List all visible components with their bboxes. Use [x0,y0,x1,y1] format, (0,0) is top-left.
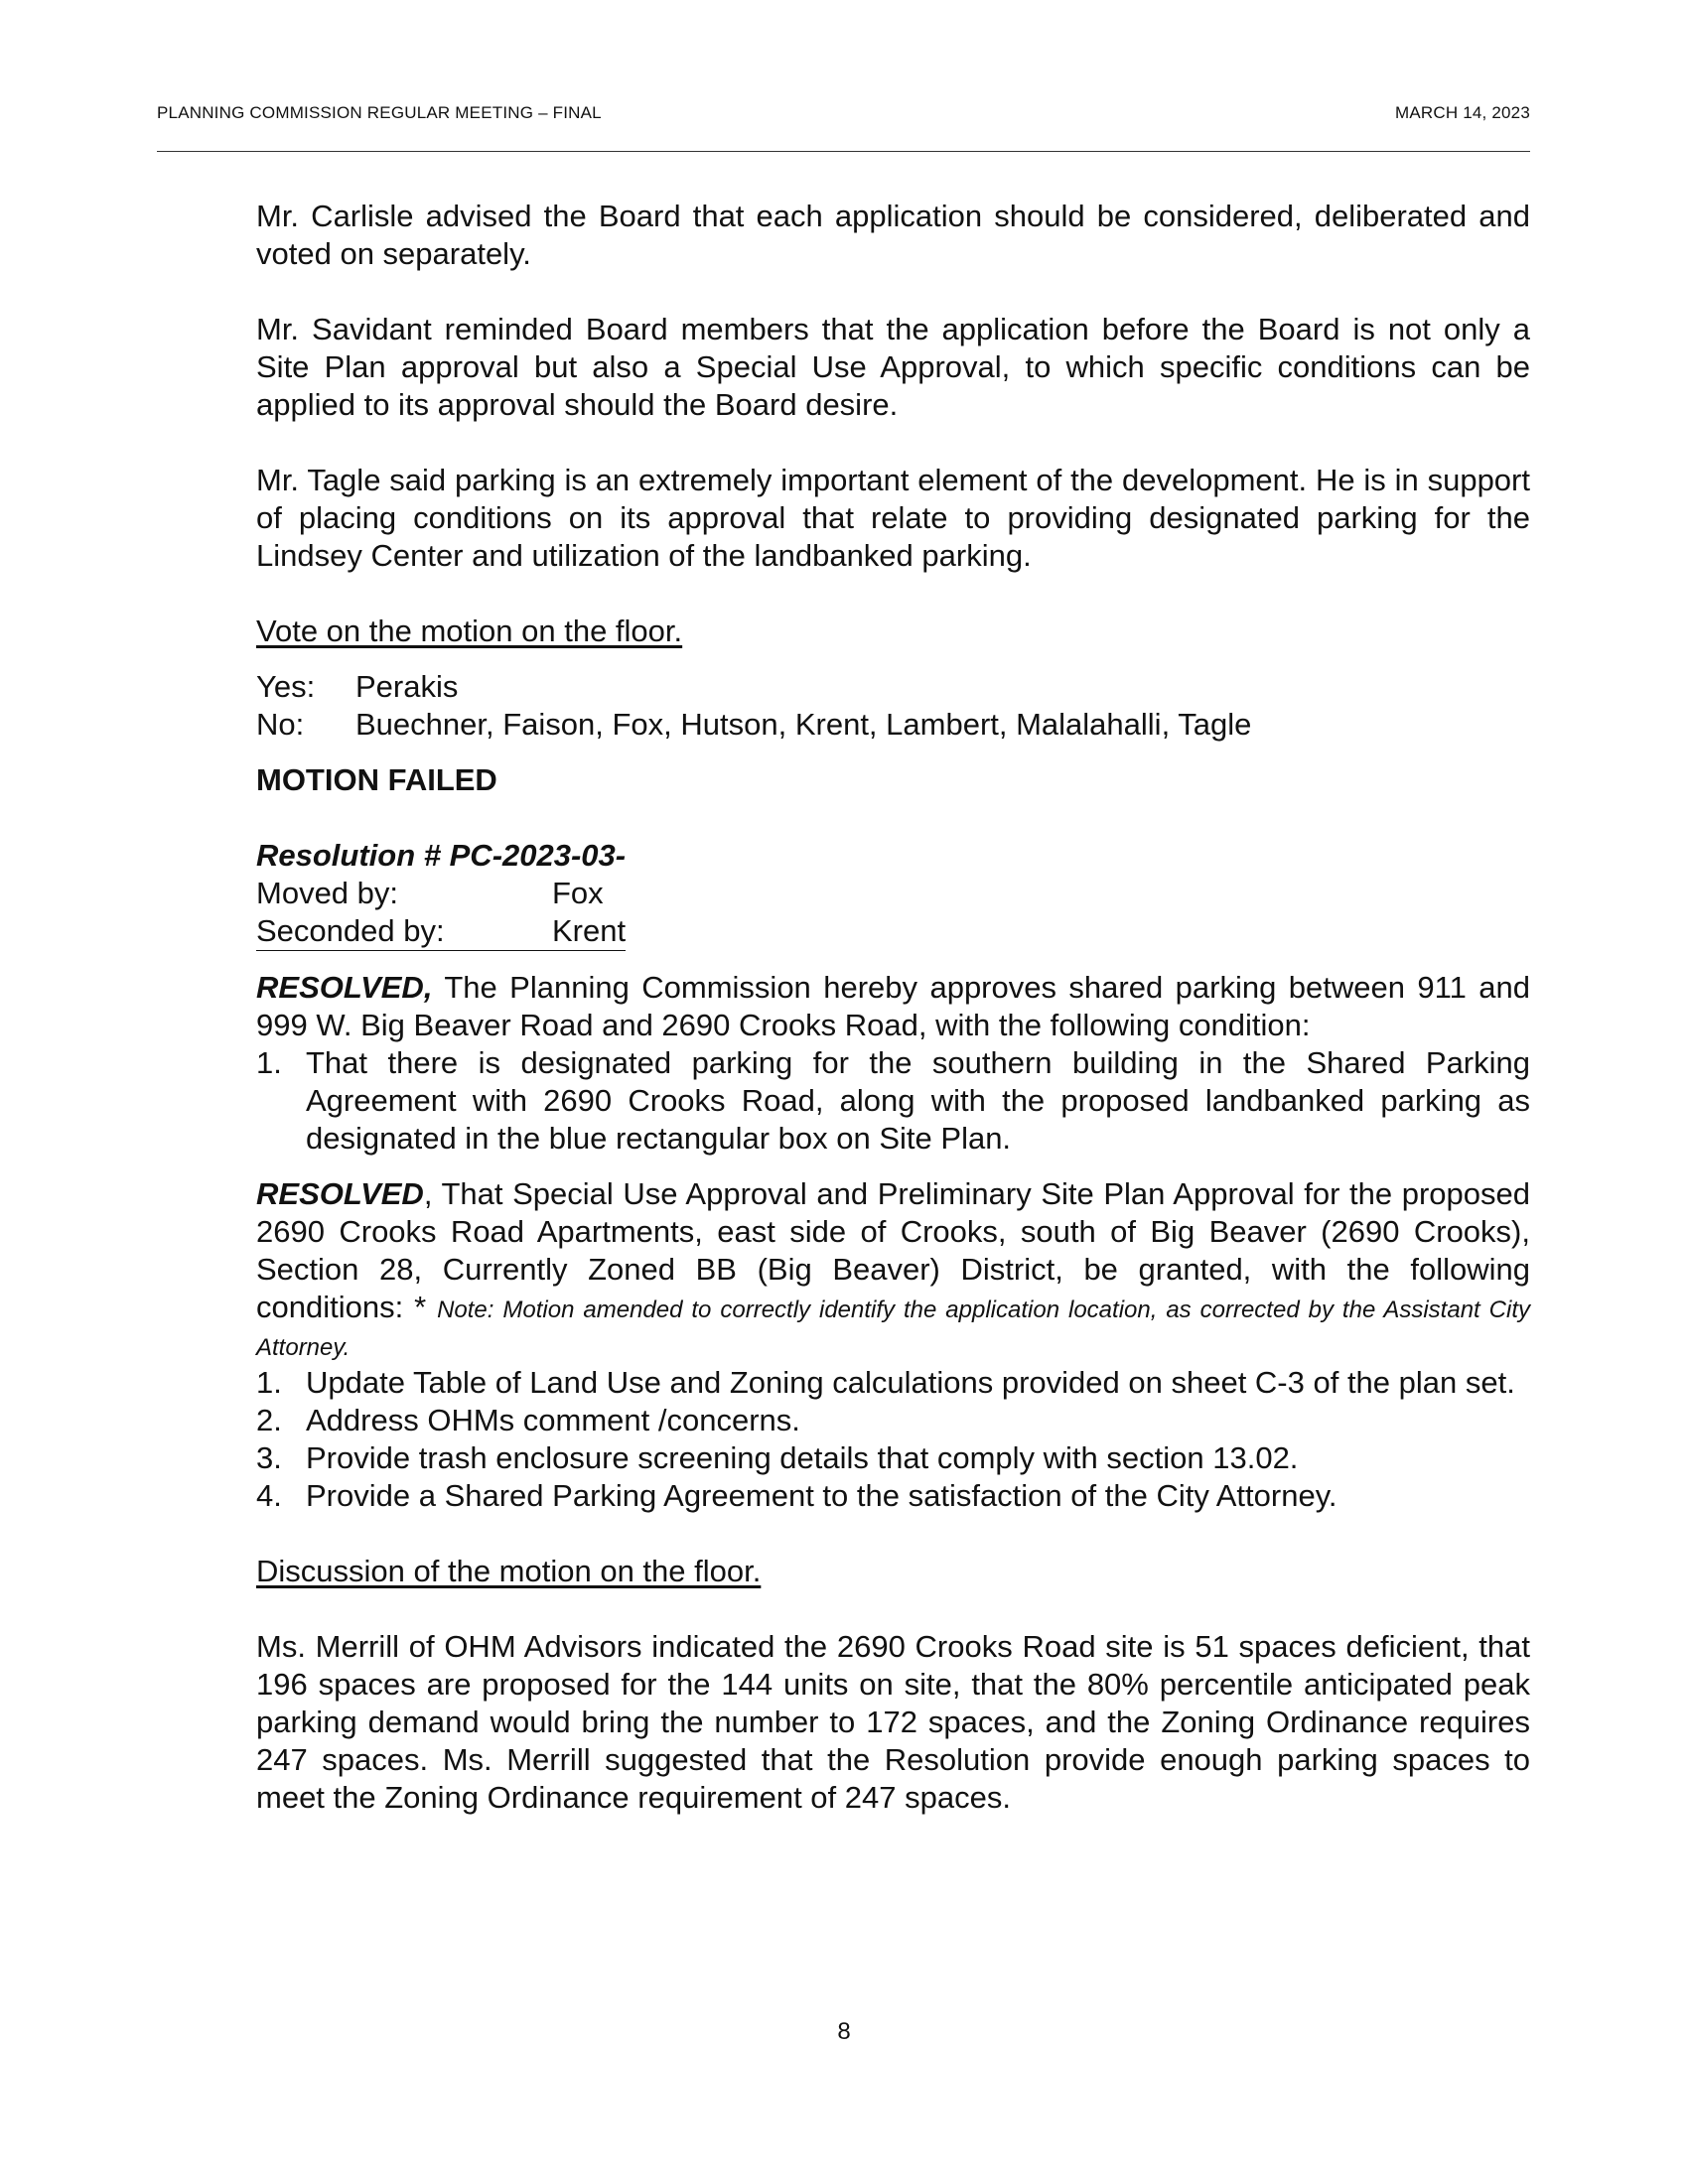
amendment-note: Note: Motion amended to correctly identify the application location, as corrected by the Assistant City Attorney. [256,1297,1530,1361]
condition-text: Address OHMs comment /concerns. [306,1403,800,1437]
paragraph-carlisle: Mr. Carlisle advised the Board that each application should be considered, deliberated and voted on separately. [256,199,1530,271]
vote-heading [256,613,1530,650]
resolution-title: Resolution # PC-2023-03- [256,838,627,873]
resolution-header [256,837,1530,951]
resolution-block [256,837,626,951]
paragraph-tagle: Mr. Tagle said parking is an extremely important element of the development. He is in support of placing conditions on its approval that relate to providing designated parking for the Lindsey Center and utilization of the landbanked parking. [256,463,1530,573]
resolution-one-conditions [256,1044,1530,1158]
condition-number: 1. [256,1045,282,1080]
condition-item [256,1477,1530,1515]
resolved-keyword: RESOLVED, [256,970,433,1005]
condition-text: Update Table of Land Use and Zoning calculations provided on sheet C-3 of the plan set. [306,1365,1515,1400]
vote-yes-label: Yes: [256,669,316,704]
vote-yes-row [256,668,1530,706]
vote-yes-names: Perakis [355,669,459,704]
paragraph-merrill: Ms. Merrill of OHM Advisors indicated the 2690 Crooks Road site is 51 spaces deficient, that 196 spaces are proposed for the 144 units on site, that the 80% percentile anticipated peak parking demand would bring the number to 172 spaces, and the Zoning Ordinance requires 247 spaces. Ms. Merrill suggested that the Resolution provide enough parking spaces to meet the Zoning Ordinance requirement of 247 spaces. [256,1629,1530,1815]
vote-no-row [256,706,1530,744]
moved-by-label: Moved by: [256,876,399,910]
resolution-one [256,969,1530,1044]
condition-item [256,1364,1530,1402]
condition-number: 2. [256,1403,282,1437]
condition-text: Provide trash enclosure screening details that comply with section 13.02. [306,1440,1299,1475]
condition-item [256,1044,1530,1158]
document-body [256,198,1530,1817]
condition-item [256,1402,1530,1439]
condition-text: Provide a Shared Parking Agreement to the satisfaction of the City Attorney. [306,1478,1337,1513]
seconded-by-label: Seconded by: [256,913,445,948]
seconded-by-value: Krent [552,913,627,948]
vote-tally [256,668,1530,744]
condition-number: 3. [256,1440,282,1475]
motion-result: MOTION FAILED [256,762,497,797]
resolved-keyword: RESOLVED [256,1176,424,1211]
header-title: PLANNING COMMISSION REGULAR MEETING – FINAL [157,103,602,122]
vote-heading-text: Vote on the motion on the floor. [256,614,683,648]
discussion-heading-text: Discussion of the motion on the floor. [256,1554,762,1588]
condition-number: 1. [256,1365,282,1400]
moved-by-value: Fox [552,876,604,910]
seconded-by-row [256,912,626,950]
condition-item [256,1439,1530,1477]
discussion-heading [256,1553,1530,1590]
resolution-two [256,1175,1530,1364]
condition-text: That there is designated parking for the southern building in the Shared Parking Agreement with 2690 Crooks Road, along with the proposed landbanked parking as designated in the blue rectangular box on Site Plan. [306,1045,1530,1156]
page-number: 8 [837,2018,851,2045]
resolution-one-text: The Planning Commission hereby approves shared parking between 911 and 999 W. Big Beaver Road and 2690 Crooks Road, with the following condition: [256,970,1530,1042]
vote-no-names: Buechner, Faison, Fox, Hutson, Krent, Lambert, Malalahalli, Tagle [355,707,1252,742]
vote-no-label: No: [256,707,305,742]
paragraph-savidant: Mr. Savidant reminded Board members that the application before the Board is not only a Site Plan approval but also a Special Use Approval, to which specific conditions can be applied to its approval should the Board desire. [256,312,1530,422]
moved-by-row [256,875,626,912]
resolution-two-text: , That Special Use Approval and Preliminary Site Plan Approval for the proposed 2690 Crooks Road Apartments, east side of Crooks, south of Big Beaver (2690 Crooks), Section 28, Currently Zoned BB (Big Beaver) District, be granted, with the following conditions: * [256,1176,1530,1324]
page-header [157,99,1530,152]
resolution-two-conditions [256,1364,1530,1515]
condition-number: 4. [256,1478,282,1513]
header-date: MARCH 14, 2023 [1394,103,1530,122]
